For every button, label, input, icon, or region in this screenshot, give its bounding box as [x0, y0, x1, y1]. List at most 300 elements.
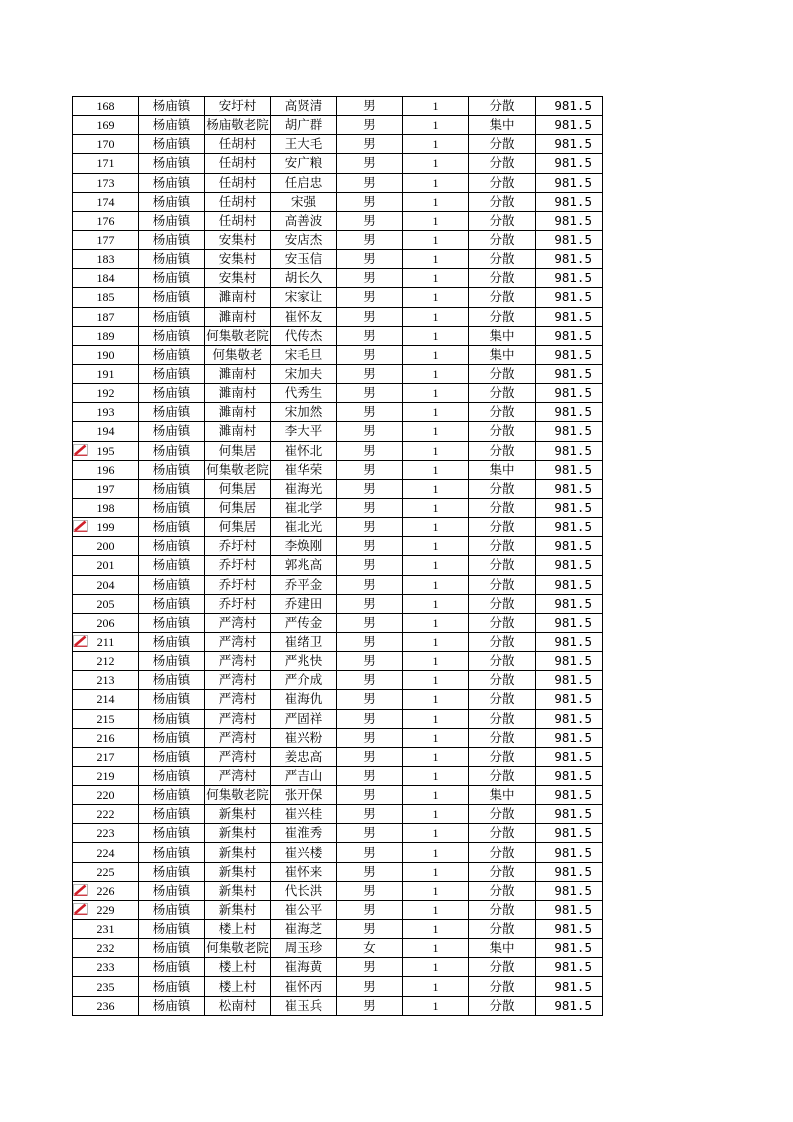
- town-cell[interactable]: 杨庙镇: [139, 403, 205, 422]
- row-id-cell[interactable]: 198: [73, 498, 139, 517]
- count-cell[interactable]: 1: [403, 613, 469, 632]
- name-cell[interactable]: 任启忠: [271, 173, 337, 192]
- row-id-cell[interactable]: 173: [73, 173, 139, 192]
- name-cell[interactable]: 宋强: [271, 192, 337, 211]
- count-cell[interactable]: 1: [403, 135, 469, 154]
- town-cell[interactable]: 杨庙镇: [139, 173, 205, 192]
- amount-cell[interactable]: 981.5: [536, 97, 603, 116]
- row-id-cell[interactable]: 187: [73, 307, 139, 326]
- village-cell[interactable]: 任胡村: [205, 154, 271, 173]
- support-mode-cell[interactable]: 分散: [469, 652, 536, 671]
- amount-cell[interactable]: 981.5: [536, 230, 603, 249]
- village-cell[interactable]: 楼上村: [205, 920, 271, 939]
- gender-cell[interactable]: 男: [337, 116, 403, 135]
- support-mode-cell[interactable]: 分散: [469, 518, 536, 537]
- support-mode-cell[interactable]: 集中: [469, 326, 536, 345]
- name-cell[interactable]: 严介成: [271, 671, 337, 690]
- name-cell[interactable]: 安玉信: [271, 250, 337, 269]
- amount-cell[interactable]: 981.5: [536, 575, 603, 594]
- support-mode-cell[interactable]: 集中: [469, 460, 536, 479]
- count-cell[interactable]: 1: [403, 97, 469, 116]
- row-id-cell[interactable]: 231: [73, 920, 139, 939]
- count-cell[interactable]: 1: [403, 345, 469, 364]
- support-mode-cell[interactable]: 集中: [469, 786, 536, 805]
- support-mode-cell[interactable]: 分散: [469, 900, 536, 919]
- name-cell[interactable]: 胡广群: [271, 116, 337, 135]
- support-mode-cell[interactable]: 分散: [469, 594, 536, 613]
- gender-cell[interactable]: 男: [337, 958, 403, 977]
- gender-cell[interactable]: 男: [337, 135, 403, 154]
- amount-cell[interactable]: 981.5: [536, 556, 603, 575]
- amount-cell[interactable]: 981.5: [536, 958, 603, 977]
- count-cell[interactable]: 1: [403, 269, 469, 288]
- village-cell[interactable]: 新集村: [205, 843, 271, 862]
- name-cell[interactable]: 崔北学: [271, 498, 337, 517]
- support-mode-cell[interactable]: 分散: [469, 537, 536, 556]
- gender-cell[interactable]: 男: [337, 575, 403, 594]
- row-id-cell[interactable]: 189: [73, 326, 139, 345]
- amount-cell[interactable]: 981.5: [536, 460, 603, 479]
- amount-cell[interactable]: 981.5: [536, 939, 603, 958]
- gender-cell[interactable]: 男: [337, 326, 403, 345]
- village-cell[interactable]: 何集敬老院: [205, 939, 271, 958]
- support-mode-cell[interactable]: 分散: [469, 824, 536, 843]
- row-id-cell[interactable]: 191: [73, 364, 139, 383]
- count-cell[interactable]: 1: [403, 786, 469, 805]
- gender-cell[interactable]: 男: [337, 384, 403, 403]
- count-cell[interactable]: 1: [403, 211, 469, 230]
- name-cell[interactable]: 崔绪卫: [271, 632, 337, 651]
- village-cell[interactable]: 新集村: [205, 805, 271, 824]
- village-cell[interactable]: 濉南村: [205, 384, 271, 403]
- town-cell[interactable]: 杨庙镇: [139, 556, 205, 575]
- row-id-cell[interactable]: 201: [73, 556, 139, 575]
- village-cell[interactable]: 任胡村: [205, 173, 271, 192]
- name-cell[interactable]: 严兆快: [271, 652, 337, 671]
- town-cell[interactable]: 杨庙镇: [139, 422, 205, 441]
- town-cell[interactable]: 杨庙镇: [139, 211, 205, 230]
- row-id-cell[interactable]: 185: [73, 288, 139, 307]
- count-cell[interactable]: 1: [403, 824, 469, 843]
- gender-cell[interactable]: 女: [337, 939, 403, 958]
- amount-cell[interactable]: 981.5: [536, 766, 603, 785]
- support-mode-cell[interactable]: 分散: [469, 498, 536, 517]
- count-cell[interactable]: 1: [403, 307, 469, 326]
- gender-cell[interactable]: 男: [337, 250, 403, 269]
- gender-cell[interactable]: 男: [337, 154, 403, 173]
- gender-cell[interactable]: 男: [337, 403, 403, 422]
- row-id-cell[interactable]: 196: [73, 460, 139, 479]
- name-cell[interactable]: 崔海光: [271, 479, 337, 498]
- town-cell[interactable]: 杨庙镇: [139, 154, 205, 173]
- gender-cell[interactable]: 男: [337, 364, 403, 383]
- row-id-cell[interactable]: 170: [73, 135, 139, 154]
- town-cell[interactable]: 杨庙镇: [139, 843, 205, 862]
- town-cell[interactable]: 杨庙镇: [139, 479, 205, 498]
- village-cell[interactable]: 安集村: [205, 230, 271, 249]
- town-cell[interactable]: 杨庙镇: [139, 575, 205, 594]
- name-cell[interactable]: 崔兴楼: [271, 843, 337, 862]
- town-cell[interactable]: 杨庙镇: [139, 766, 205, 785]
- village-cell[interactable]: 新集村: [205, 824, 271, 843]
- name-cell[interactable]: 宋加然: [271, 403, 337, 422]
- row-id-cell[interactable]: 193: [73, 403, 139, 422]
- row-id-cell[interactable]: 223: [73, 824, 139, 843]
- name-cell[interactable]: 崔怀来: [271, 862, 337, 881]
- gender-cell[interactable]: 男: [337, 709, 403, 728]
- town-cell[interactable]: 杨庙镇: [139, 632, 205, 651]
- count-cell[interactable]: 1: [403, 900, 469, 919]
- name-cell[interactable]: 乔建田: [271, 594, 337, 613]
- gender-cell[interactable]: 男: [337, 920, 403, 939]
- name-cell[interactable]: 姜忠高: [271, 747, 337, 766]
- row-id-cell[interactable]: 197: [73, 479, 139, 498]
- row-id-cell[interactable]: 229: [73, 900, 139, 919]
- name-cell[interactable]: 宋毛旦: [271, 345, 337, 364]
- count-cell[interactable]: 1: [403, 479, 469, 498]
- amount-cell[interactable]: 981.5: [536, 250, 603, 269]
- amount-cell[interactable]: 981.5: [536, 709, 603, 728]
- name-cell[interactable]: 郭兆高: [271, 556, 337, 575]
- name-cell[interactable]: 严传金: [271, 613, 337, 632]
- row-id-cell[interactable]: 222: [73, 805, 139, 824]
- village-cell[interactable]: 何集居: [205, 479, 271, 498]
- town-cell[interactable]: 杨庙镇: [139, 192, 205, 211]
- name-cell[interactable]: 高贤清: [271, 97, 337, 116]
- name-cell[interactable]: 李大平: [271, 422, 337, 441]
- gender-cell[interactable]: 男: [337, 652, 403, 671]
- count-cell[interactable]: 1: [403, 843, 469, 862]
- village-cell[interactable]: 何集敬老: [205, 345, 271, 364]
- village-cell[interactable]: 乔圩村: [205, 556, 271, 575]
- amount-cell[interactable]: 981.5: [536, 422, 603, 441]
- row-id-cell[interactable]: 213: [73, 671, 139, 690]
- name-cell[interactable]: 宋加夫: [271, 364, 337, 383]
- village-cell[interactable]: 安集村: [205, 250, 271, 269]
- gender-cell[interactable]: 男: [337, 766, 403, 785]
- row-id-cell[interactable]: 194: [73, 422, 139, 441]
- row-id-cell[interactable]: 226: [73, 881, 139, 900]
- name-cell[interactable]: 代秀生: [271, 384, 337, 403]
- amount-cell[interactable]: 981.5: [536, 288, 603, 307]
- amount-cell[interactable]: 981.5: [536, 824, 603, 843]
- village-cell[interactable]: 严湾村: [205, 652, 271, 671]
- gender-cell[interactable]: 男: [337, 173, 403, 192]
- town-cell[interactable]: 杨庙镇: [139, 920, 205, 939]
- name-cell[interactable]: 代长洪: [271, 881, 337, 900]
- support-mode-cell[interactable]: 分散: [469, 728, 536, 747]
- support-mode-cell[interactable]: 分散: [469, 881, 536, 900]
- village-cell[interactable]: 严湾村: [205, 613, 271, 632]
- gender-cell[interactable]: 男: [337, 269, 403, 288]
- name-cell[interactable]: 崔公平: [271, 900, 337, 919]
- village-cell[interactable]: 严湾村: [205, 671, 271, 690]
- row-id-cell[interactable]: 184: [73, 269, 139, 288]
- village-cell[interactable]: 松南村: [205, 996, 271, 1015]
- support-mode-cell[interactable]: 集中: [469, 345, 536, 364]
- row-id-cell[interactable]: 232: [73, 939, 139, 958]
- count-cell[interactable]: 1: [403, 652, 469, 671]
- town-cell[interactable]: 杨庙镇: [139, 996, 205, 1015]
- gender-cell[interactable]: 男: [337, 441, 403, 460]
- town-cell[interactable]: 杨庙镇: [139, 805, 205, 824]
- row-id-cell[interactable]: 192: [73, 384, 139, 403]
- amount-cell[interactable]: 981.5: [536, 632, 603, 651]
- village-cell[interactable]: 严湾村: [205, 632, 271, 651]
- village-cell[interactable]: 严湾村: [205, 709, 271, 728]
- amount-cell[interactable]: 981.5: [536, 652, 603, 671]
- gender-cell[interactable]: 男: [337, 747, 403, 766]
- name-cell[interactable]: 崔怀丙: [271, 977, 337, 996]
- name-cell[interactable]: 安店杰: [271, 230, 337, 249]
- count-cell[interactable]: 1: [403, 441, 469, 460]
- town-cell[interactable]: 杨庙镇: [139, 613, 205, 632]
- gender-cell[interactable]: 男: [337, 97, 403, 116]
- village-cell[interactable]: 新集村: [205, 881, 271, 900]
- gender-cell[interactable]: 男: [337, 460, 403, 479]
- amount-cell[interactable]: 981.5: [536, 116, 603, 135]
- row-id-cell[interactable]: 225: [73, 862, 139, 881]
- town-cell[interactable]: 杨庙镇: [139, 594, 205, 613]
- gender-cell[interactable]: 男: [337, 518, 403, 537]
- name-cell[interactable]: 崔怀北: [271, 441, 337, 460]
- count-cell[interactable]: 1: [403, 728, 469, 747]
- town-cell[interactable]: 杨庙镇: [139, 518, 205, 537]
- support-mode-cell[interactable]: 分散: [469, 920, 536, 939]
- name-cell[interactable]: 崔华荣: [271, 460, 337, 479]
- name-cell[interactable]: 严吉山: [271, 766, 337, 785]
- town-cell[interactable]: 杨庙镇: [139, 498, 205, 517]
- count-cell[interactable]: 1: [403, 460, 469, 479]
- amount-cell[interactable]: 981.5: [536, 594, 603, 613]
- gender-cell[interactable]: 男: [337, 211, 403, 230]
- village-cell[interactable]: 何集居: [205, 498, 271, 517]
- row-id-cell[interactable]: 177: [73, 230, 139, 249]
- row-id-cell[interactable]: 212: [73, 652, 139, 671]
- town-cell[interactable]: 杨庙镇: [139, 364, 205, 383]
- village-cell[interactable]: 任胡村: [205, 192, 271, 211]
- support-mode-cell[interactable]: 分散: [469, 173, 536, 192]
- amount-cell[interactable]: 981.5: [536, 403, 603, 422]
- count-cell[interactable]: 1: [403, 326, 469, 345]
- village-cell[interactable]: 何集敬老院: [205, 326, 271, 345]
- support-mode-cell[interactable]: 分散: [469, 996, 536, 1015]
- count-cell[interactable]: 1: [403, 288, 469, 307]
- amount-cell[interactable]: 981.5: [536, 498, 603, 517]
- town-cell[interactable]: 杨庙镇: [139, 269, 205, 288]
- count-cell[interactable]: 1: [403, 671, 469, 690]
- count-cell[interactable]: 1: [403, 632, 469, 651]
- village-cell[interactable]: 新集村: [205, 862, 271, 881]
- row-id-cell[interactable]: 215: [73, 709, 139, 728]
- count-cell[interactable]: 1: [403, 958, 469, 977]
- amount-cell[interactable]: 981.5: [536, 384, 603, 403]
- town-cell[interactable]: 杨庙镇: [139, 326, 205, 345]
- town-cell[interactable]: 杨庙镇: [139, 97, 205, 116]
- support-mode-cell[interactable]: 分散: [469, 230, 536, 249]
- count-cell[interactable]: 1: [403, 116, 469, 135]
- count-cell[interactable]: 1: [403, 154, 469, 173]
- comment-pencil-icon[interactable]: [73, 635, 88, 647]
- amount-cell[interactable]: 981.5: [536, 173, 603, 192]
- support-mode-cell[interactable]: 分散: [469, 422, 536, 441]
- village-cell[interactable]: 何集敬老院: [205, 460, 271, 479]
- support-mode-cell[interactable]: 分散: [469, 403, 536, 422]
- gender-cell[interactable]: 男: [337, 824, 403, 843]
- count-cell[interactable]: 1: [403, 996, 469, 1015]
- amount-cell[interactable]: 981.5: [536, 537, 603, 556]
- count-cell[interactable]: 1: [403, 766, 469, 785]
- town-cell[interactable]: 杨庙镇: [139, 460, 205, 479]
- town-cell[interactable]: 杨庙镇: [139, 307, 205, 326]
- village-cell[interactable]: 何集居: [205, 441, 271, 460]
- amount-cell[interactable]: 981.5: [536, 326, 603, 345]
- gender-cell[interactable]: 男: [337, 862, 403, 881]
- count-cell[interactable]: 1: [403, 747, 469, 766]
- row-id-cell[interactable]: 217: [73, 747, 139, 766]
- support-mode-cell[interactable]: 分散: [469, 211, 536, 230]
- village-cell[interactable]: 严湾村: [205, 690, 271, 709]
- count-cell[interactable]: 1: [403, 690, 469, 709]
- town-cell[interactable]: 杨庙镇: [139, 288, 205, 307]
- amount-cell[interactable]: 981.5: [536, 479, 603, 498]
- gender-cell[interactable]: 男: [337, 556, 403, 575]
- name-cell[interactable]: 胡长久: [271, 269, 337, 288]
- gender-cell[interactable]: 男: [337, 498, 403, 517]
- count-cell[interactable]: 1: [403, 709, 469, 728]
- row-id-cell[interactable]: 211: [73, 632, 139, 651]
- amount-cell[interactable]: 981.5: [536, 920, 603, 939]
- village-cell[interactable]: 新集村: [205, 900, 271, 919]
- town-cell[interactable]: 杨庙镇: [139, 900, 205, 919]
- amount-cell[interactable]: 981.5: [536, 307, 603, 326]
- count-cell[interactable]: 1: [403, 575, 469, 594]
- name-cell[interactable]: 宋家让: [271, 288, 337, 307]
- name-cell[interactable]: 乔平金: [271, 575, 337, 594]
- name-cell[interactable]: 高善波: [271, 211, 337, 230]
- row-id-cell[interactable]: 183: [73, 250, 139, 269]
- town-cell[interactable]: 杨庙镇: [139, 652, 205, 671]
- support-mode-cell[interactable]: 分散: [469, 958, 536, 977]
- support-mode-cell[interactable]: 分散: [469, 977, 536, 996]
- gender-cell[interactable]: 男: [337, 288, 403, 307]
- village-cell[interactable]: 乔圩村: [205, 594, 271, 613]
- row-id-cell[interactable]: 199: [73, 518, 139, 537]
- town-cell[interactable]: 杨庙镇: [139, 728, 205, 747]
- name-cell[interactable]: 严固祥: [271, 709, 337, 728]
- gender-cell[interactable]: 男: [337, 537, 403, 556]
- gender-cell[interactable]: 男: [337, 996, 403, 1015]
- name-cell[interactable]: 周玉珍: [271, 939, 337, 958]
- amount-cell[interactable]: 981.5: [536, 728, 603, 747]
- village-cell[interactable]: 濉南村: [205, 422, 271, 441]
- support-mode-cell[interactable]: 分散: [469, 632, 536, 651]
- count-cell[interactable]: 1: [403, 862, 469, 881]
- village-cell[interactable]: 严湾村: [205, 728, 271, 747]
- count-cell[interactable]: 1: [403, 977, 469, 996]
- count-cell[interactable]: 1: [403, 364, 469, 383]
- name-cell[interactable]: 王大毛: [271, 135, 337, 154]
- town-cell[interactable]: 杨庙镇: [139, 345, 205, 364]
- name-cell[interactable]: 代传杰: [271, 326, 337, 345]
- town-cell[interactable]: 杨庙镇: [139, 709, 205, 728]
- gender-cell[interactable]: 男: [337, 632, 403, 651]
- support-mode-cell[interactable]: 分散: [469, 192, 536, 211]
- count-cell[interactable]: 1: [403, 594, 469, 613]
- support-mode-cell[interactable]: 分散: [469, 862, 536, 881]
- row-id-cell[interactable]: 224: [73, 843, 139, 862]
- row-id-cell[interactable]: 190: [73, 345, 139, 364]
- count-cell[interactable]: 1: [403, 537, 469, 556]
- support-mode-cell[interactable]: 分散: [469, 441, 536, 460]
- row-id-cell[interactable]: 206: [73, 613, 139, 632]
- name-cell[interactable]: 崔海芝: [271, 920, 337, 939]
- gender-cell[interactable]: 男: [337, 345, 403, 364]
- gender-cell[interactable]: 男: [337, 671, 403, 690]
- name-cell[interactable]: 崔玉兵: [271, 996, 337, 1015]
- village-cell[interactable]: 濉南村: [205, 403, 271, 422]
- name-cell[interactable]: 张开保: [271, 786, 337, 805]
- town-cell[interactable]: 杨庙镇: [139, 441, 205, 460]
- gender-cell[interactable]: 男: [337, 690, 403, 709]
- name-cell[interactable]: 崔海仇: [271, 690, 337, 709]
- support-mode-cell[interactable]: 分散: [469, 690, 536, 709]
- support-mode-cell[interactable]: 分散: [469, 269, 536, 288]
- amount-cell[interactable]: 981.5: [536, 747, 603, 766]
- support-mode-cell[interactable]: 分散: [469, 307, 536, 326]
- village-cell[interactable]: 杨庙敬老院: [205, 116, 271, 135]
- village-cell[interactable]: 濉南村: [205, 307, 271, 326]
- amount-cell[interactable]: 981.5: [536, 843, 603, 862]
- count-cell[interactable]: 1: [403, 250, 469, 269]
- support-mode-cell[interactable]: 分散: [469, 135, 536, 154]
- count-cell[interactable]: 1: [403, 518, 469, 537]
- gender-cell[interactable]: 男: [337, 805, 403, 824]
- town-cell[interactable]: 杨庙镇: [139, 230, 205, 249]
- support-mode-cell[interactable]: 分散: [469, 556, 536, 575]
- comment-pencil-icon[interactable]: [73, 520, 88, 532]
- row-id-cell[interactable]: 214: [73, 690, 139, 709]
- amount-cell[interactable]: 981.5: [536, 364, 603, 383]
- support-mode-cell[interactable]: 分散: [469, 747, 536, 766]
- amount-cell[interactable]: 981.5: [536, 881, 603, 900]
- gender-cell[interactable]: 男: [337, 977, 403, 996]
- town-cell[interactable]: 杨庙镇: [139, 824, 205, 843]
- village-cell[interactable]: 任胡村: [205, 211, 271, 230]
- row-id-cell[interactable]: 171: [73, 154, 139, 173]
- village-cell[interactable]: 乔圩村: [205, 575, 271, 594]
- name-cell[interactable]: 崔淮秀: [271, 824, 337, 843]
- count-cell[interactable]: 1: [403, 403, 469, 422]
- town-cell[interactable]: 杨庙镇: [139, 939, 205, 958]
- town-cell[interactable]: 杨庙镇: [139, 977, 205, 996]
- gender-cell[interactable]: 男: [337, 881, 403, 900]
- support-mode-cell[interactable]: 分散: [469, 766, 536, 785]
- support-mode-cell[interactable]: 分散: [469, 843, 536, 862]
- count-cell[interactable]: 1: [403, 422, 469, 441]
- town-cell[interactable]: 杨庙镇: [139, 116, 205, 135]
- amount-cell[interactable]: 981.5: [536, 900, 603, 919]
- row-id-cell[interactable]: 174: [73, 192, 139, 211]
- town-cell[interactable]: 杨庙镇: [139, 881, 205, 900]
- count-cell[interactable]: 1: [403, 556, 469, 575]
- row-id-cell[interactable]: 219: [73, 766, 139, 785]
- support-mode-cell[interactable]: 分散: [469, 479, 536, 498]
- amount-cell[interactable]: 981.5: [536, 996, 603, 1015]
- support-mode-cell[interactable]: 集中: [469, 939, 536, 958]
- row-id-cell[interactable]: 195: [73, 441, 139, 460]
- row-id-cell[interactable]: 204: [73, 575, 139, 594]
